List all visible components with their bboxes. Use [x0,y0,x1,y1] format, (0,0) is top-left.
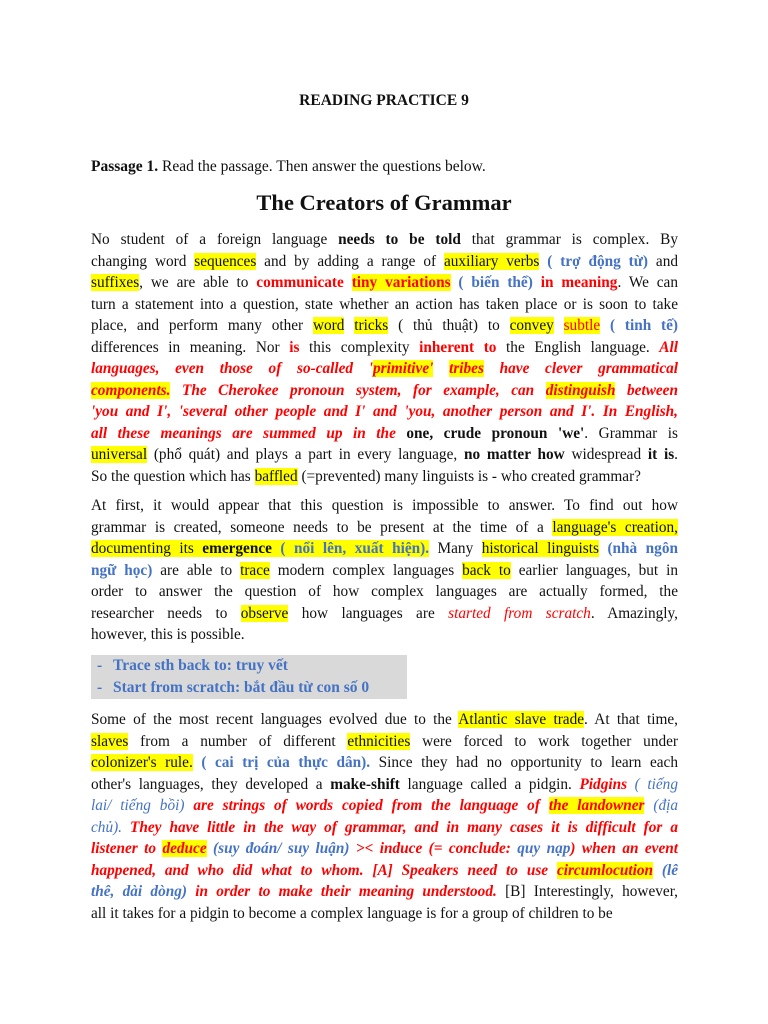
text-line: other's languages, they developed a make-shift language called a pidgin. Pidgins ( tiếng [91,775,678,793]
text-line: chủ). They have little in the way of grammar, and in many cases it is difficult for a [91,818,678,836]
text-line: turn a statement into a question, state whether an action has taken place or is soon to take [91,295,678,313]
text-line: happened, and who did what to whom. [A] Speakers need to use circumlocution (lê [91,861,678,879]
text-line: differences in meaning. Nor is this complexity inherent to the English language. All [91,338,678,356]
text-line: grammar is created, someone needs to be present at the time of a language's creation, [91,518,678,536]
text-line: No student of a foreign language needs to be told that grammar is complex. By [91,231,679,248]
text-line: all these meanings are summed up in the one, crude pronoun 'we'. Grammar is [91,424,678,442]
text-line: documenting its emergence ( nổi lên, xuất hiện). Many historical linguists (nhà ngôn [91,540,678,557]
text-line: order to answer the question of how complex languages are actually formed, the [91,583,678,600]
text-line: universal (phổ quát) and plays a part in every language, no matter how widespread it is. [91,446,678,463]
paragraph-3 [91,709,678,924]
text-line: At first, it would appear that this question is impossible to answer. To find out how [91,497,678,514]
text-line: slaves from a number of different ethnicities were forced to work together under [91,732,679,750]
passage-label: Passage 1. [91,158,159,175]
note-item: - Start from scratch: bắt đầu từ con số 0 [91,677,407,699]
text-line: all it takes for a pidgin to become a complex language is for a group of children to be [91,904,613,922]
instructions-text: Read the passage. Then answer the questions below. [158,158,486,175]
text-line: components. The Cherokee pronoun system, for example, can distinguish between [91,381,678,399]
passage-instructions [91,158,486,176]
text-line: ngữ học) are able to trace modern complex languages back to earlier languages, but in [91,561,678,579]
paragraph-2 [91,495,678,646]
text-line: place, and perform many other word tricks ( thủ thuật) to convey subtle ( tinh tế) [91,317,679,334]
text-line: however, this is possible. [91,626,245,643]
text-line: 'you and I', 'several other people and I' and 'you, another person and I'. In English, [91,403,678,420]
text-line: thê, dài dòng) in order to make their meaning understood. [B] Interestingly, however, [91,883,678,900]
paragraph-1 [91,229,678,487]
text-line: lai/ tiếng bồi) are strings of words copied from the language of the landowner (địa [91,797,678,814]
text-line: suffixes, we are able to communicate tiny variations ( biến thể) in meaning. We can [91,274,678,291]
text-line: researcher needs to observe how languages are started from scratch. Amazingly, [91,604,678,622]
text-line: listener to deduce (suy đoán/ suy luận) >< induce (= conclude: quy nạp) when an event [91,840,678,857]
document-title: READING PRACTICE 9 [299,92,469,109]
text-line: colonizer's rule. ( cai trị của thực dân). Since they had no opportunity to learn each [91,754,678,771]
text-line: Some of the most recent languages evolved due to the Atlantic slave trade. At that time, [91,711,679,728]
text-line: So the question which has baffled (=prevented) many linguists is - who created grammar? [91,467,641,485]
note-item: - Trace sth back to: truy vết [91,655,407,677]
text-line: changing word sequences and by adding a range of auxiliary verbs ( trợ động từ) and [91,252,678,270]
passage-title: The Creators of Grammar [256,190,512,215]
text-line: languages, even those of so-called 'primitive' tribes have clever grammatical [91,360,679,377]
vocabulary-notes [91,655,407,699]
